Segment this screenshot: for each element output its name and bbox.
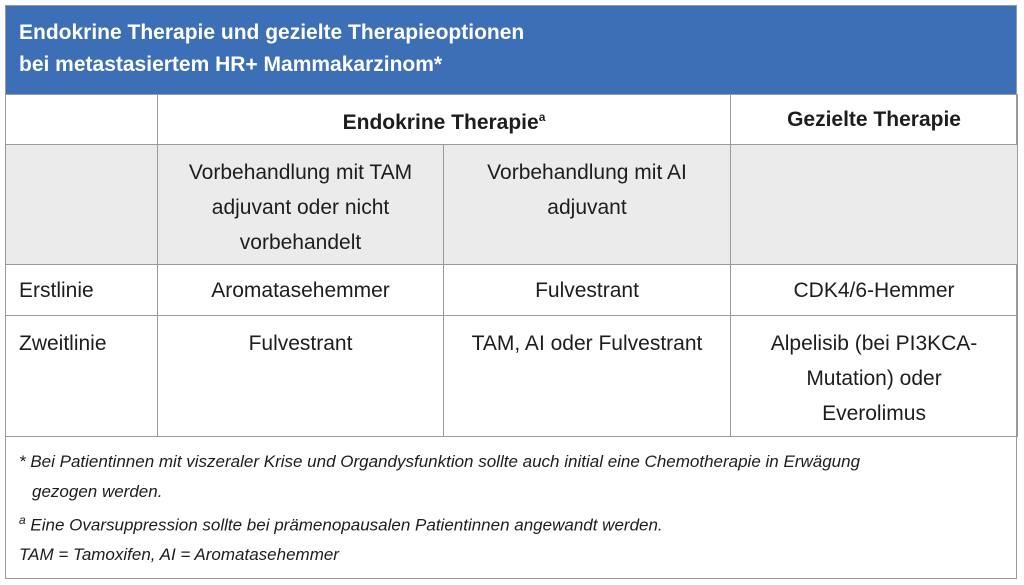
table-row-erstlinie xyxy=(6,265,1018,316)
therapy-table xyxy=(5,94,1018,437)
header-endocrine: Endokrine Therapie$^a$ xyxy=(158,95,731,145)
table-title-line1: Endokrine Therapie und gezielte Therapieoptionen xyxy=(19,21,525,44)
header-endocrine-sup: a xyxy=(538,109,546,124)
table-subheader-row xyxy=(6,145,1018,265)
table-header-row xyxy=(6,95,1018,145)
footnote-a: $^a$ Eine Ovarsuppression sollte bei prämenopausalen Patientinnen angewandt werden. xyxy=(19,513,663,535)
cell-targeted: Alpelisib (bei PI3KCA- Mutation) oder Everolimus xyxy=(731,316,1018,437)
subheader-ai: Vorbehandlung mit AI adjuvant xyxy=(444,145,731,265)
therapy-table-card xyxy=(5,5,1017,579)
cell-targeted: CDK4/6-Hemmer xyxy=(731,265,1018,316)
table-title-bar xyxy=(6,6,1016,94)
cell-tam: Aromatasehemmer xyxy=(158,265,444,316)
footnote-a-marker: a xyxy=(19,513,26,527)
footnote-abbreviations: TAM = Tamoxifen, AI = Aromatasehemmer xyxy=(19,545,339,565)
subheader-empty-cell xyxy=(6,145,158,265)
footnote-star-continued: gezogen werden. xyxy=(32,481,163,501)
header-empty-cell xyxy=(6,95,158,145)
cell-ai: Fulvestrant xyxy=(444,265,731,316)
header-targeted: Gezielte Therapie xyxy=(731,95,1018,145)
footnotes xyxy=(6,437,1016,570)
footnote-star: * Bei Patientinnen mit viszeraler Krise und Organdysfunktion sollte auch initial eine Chemotherapie in Erwägung xyxy=(19,452,861,471)
subheader-tam: Vorbehandlung mit TAM adjuvant oder nicht vorbehandelt xyxy=(158,145,444,265)
subheader-targeted-empty xyxy=(731,145,1018,265)
cell-ai: TAM, AI oder Fulvestrant xyxy=(444,316,731,437)
table-row-zweitlinie xyxy=(6,316,1018,437)
row-label: Zweitlinie xyxy=(6,316,158,437)
row-label: Erstlinie xyxy=(6,265,158,316)
table-title-line2: bei metastasiertem HR+ Mammakarzinom* xyxy=(19,53,443,76)
cell-tam: Fulvestrant xyxy=(158,316,444,437)
